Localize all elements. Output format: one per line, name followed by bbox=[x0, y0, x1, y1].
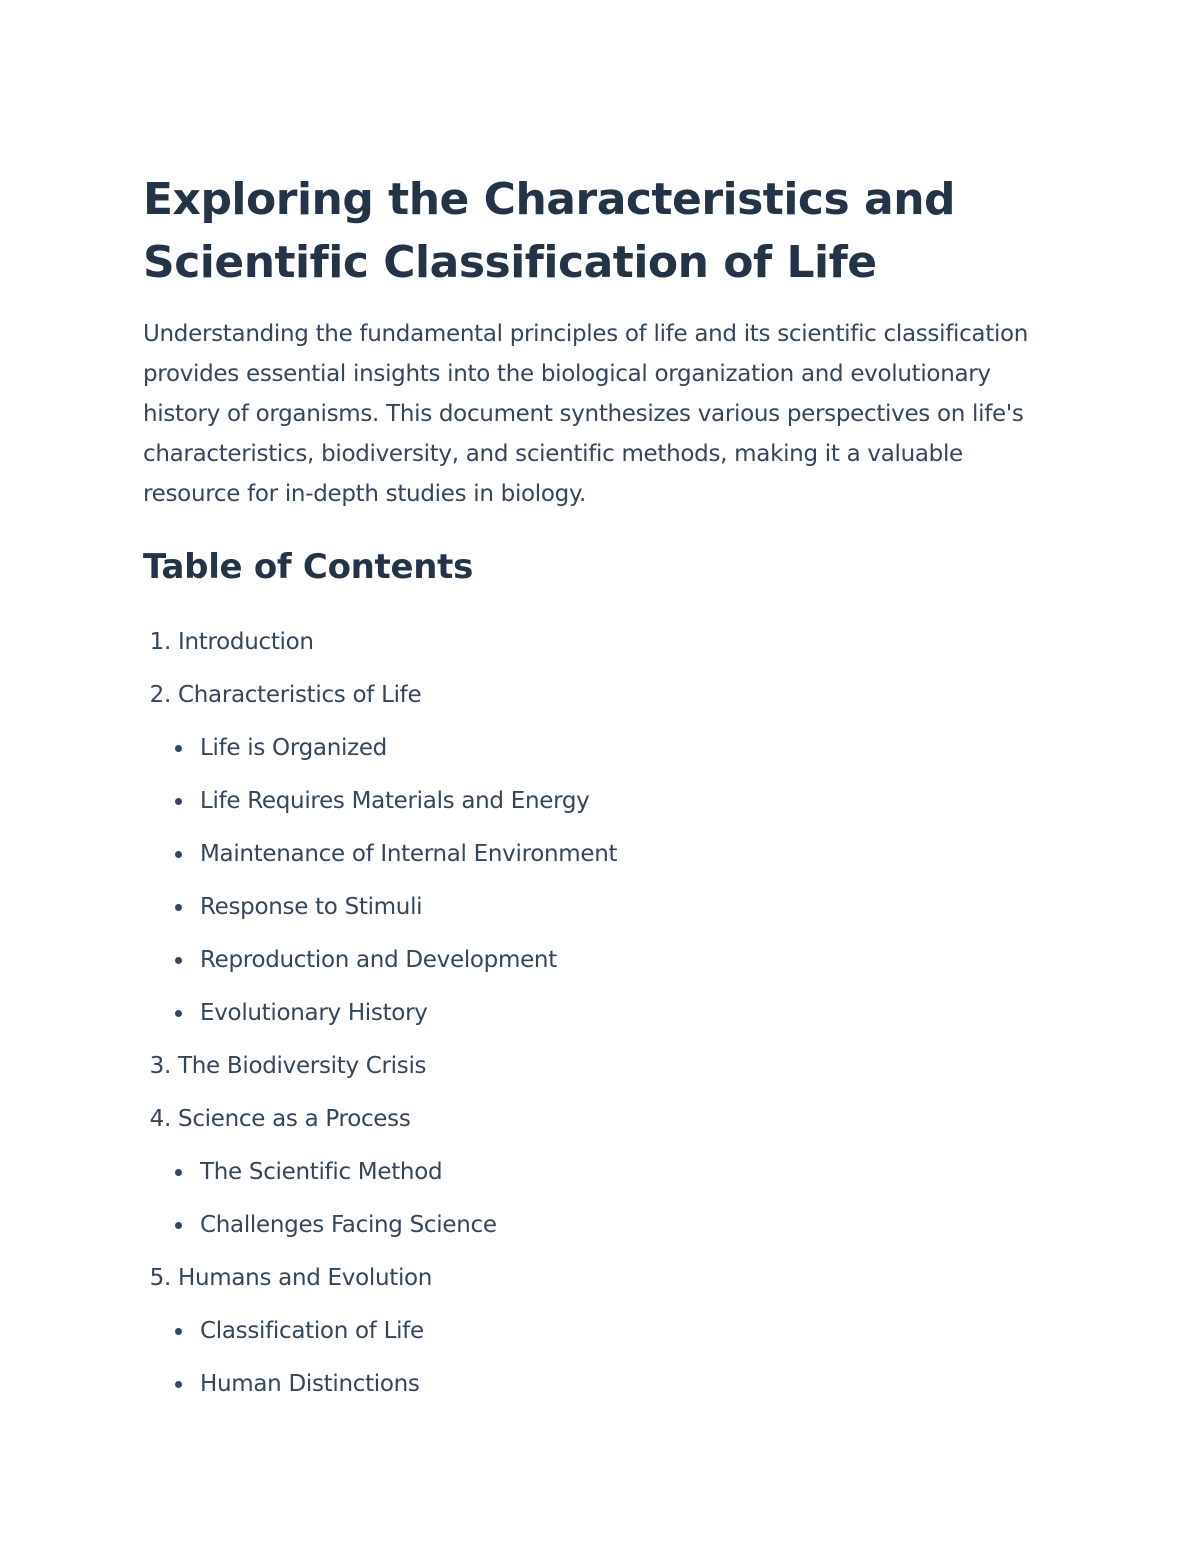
bullet-icon bbox=[175, 1010, 182, 1017]
bullet-icon bbox=[175, 904, 182, 911]
toc-subitem: Challenges Facing Science bbox=[171, 1199, 1073, 1252]
toc-item-humans-and-evolution bbox=[143, 1252, 1073, 1411]
document-title: Exploring the Characteristics and Scientific Classification of Life bbox=[143, 174, 956, 288]
toc-subitem: Classification of Life bbox=[171, 1305, 1073, 1358]
intro-paragraph: Understanding the fundamental principles of life and its scientific classification provides essential insights into the biological organization and evolutionary history of organisms. This document synthesizes various perspectives on life's characteristics, biodiversity, and scientific methods, making it a valuable resource for in-depth studies in biology. bbox=[143, 321, 1029, 507]
toc-item-introduction bbox=[143, 616, 1073, 669]
toc-label: Introduction bbox=[178, 629, 314, 655]
toc-item-characteristics-of-life bbox=[143, 669, 1073, 1040]
bullet-icon bbox=[175, 1222, 182, 1229]
document-page bbox=[143, 168, 1073, 1411]
bullet-icon bbox=[175, 745, 182, 752]
bullet-icon bbox=[175, 851, 182, 858]
toc-number: 3. bbox=[149, 1053, 171, 1079]
bullet-icon bbox=[175, 1169, 182, 1176]
toc-label: Humans and Evolution bbox=[178, 1265, 433, 1291]
toc-number: 4. bbox=[149, 1106, 171, 1132]
table-of-contents bbox=[143, 616, 1073, 1411]
toc-subitem: Life is Organized bbox=[171, 722, 1073, 775]
toc-sublist bbox=[143, 1146, 1073, 1252]
bullet-icon bbox=[175, 1381, 182, 1388]
toc-label: The Biodiversity Crisis bbox=[178, 1053, 427, 1079]
toc-number: 1. bbox=[149, 629, 171, 655]
toc-subitem: Life Requires Materials and Energy bbox=[171, 775, 1073, 828]
toc-sublist bbox=[143, 722, 1073, 1040]
bullet-icon bbox=[175, 957, 182, 964]
toc-number: 2. bbox=[149, 682, 171, 708]
toc-item-biodiversity-crisis bbox=[143, 1040, 1073, 1093]
toc-subitem: Human Distinctions bbox=[171, 1358, 1073, 1411]
bullet-icon bbox=[175, 798, 182, 805]
toc-subitem: Maintenance of Internal Environment bbox=[171, 828, 1073, 881]
toc-sublist bbox=[143, 1305, 1073, 1411]
toc-subitem: Response to Stimuli bbox=[171, 881, 1073, 934]
toc-subitem: Reproduction and Development bbox=[171, 934, 1073, 987]
toc-subitem: Evolutionary History bbox=[171, 987, 1073, 1040]
toc-heading: Table of Contents bbox=[143, 547, 474, 587]
toc-label: Science as a Process bbox=[178, 1106, 411, 1132]
bullet-icon bbox=[175, 1328, 182, 1335]
toc-label: Characteristics of Life bbox=[178, 682, 422, 708]
toc-item-science-as-process bbox=[143, 1093, 1073, 1252]
toc-number: 5. bbox=[149, 1265, 171, 1291]
toc-subitem: The Scientific Method bbox=[171, 1146, 1073, 1199]
